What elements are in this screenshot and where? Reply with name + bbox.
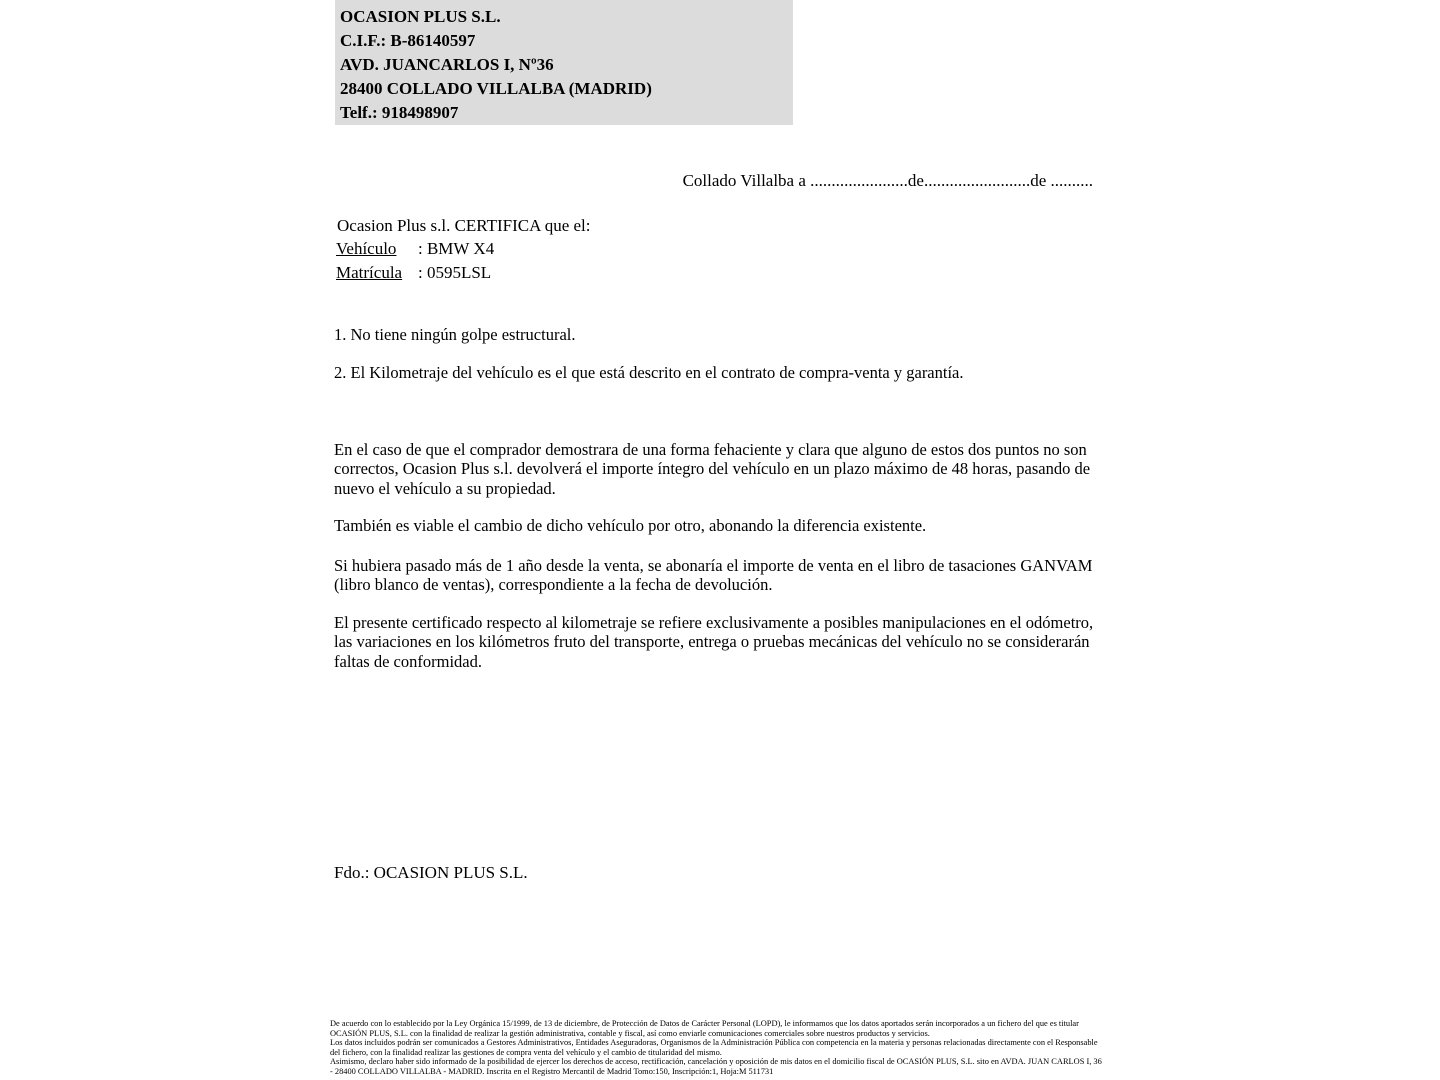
- date-line: Collado Villalba a .......................de.........................de ..........: [682, 171, 1093, 190]
- plate-value: : 0595LSL: [418, 263, 492, 282]
- plate-line: [336, 263, 491, 283]
- company-cif: C.I.F.: B-86140597: [340, 31, 476, 50]
- vehicle-line: [336, 239, 494, 259]
- paragraph-refund-clause: En el caso de que el comprador demostrara de una forma fehaciente y clara que alguno de estos dos puntos no son correctos, Ocasion Plus s.l. devolverá el importe íntegro del vehículo en un plazo máximo de 48 horas, pasando de nuevo el vehículo a su propiedad.: [334, 440, 1091, 498]
- legal-paragraph-rights: Asimismo, declaro haber sido informado de la posibilidad de ejercer los derechos de acceso, rectificación, cancelación y oposición de mis datos en el domicilio fiscal de OCASIÓN PLUS, S.L. sito en AVDA. JUAN CARLOS I, 36 - 28400 COLLADO VILLALBA - MADRID. Inscrita en el Registro Mercantil de Madrid Tomo:150, Inscripción:1, Hoja:M 511731: [330, 1057, 1102, 1076]
- paragraph-exchange-clause: También es viable el cambio de dicho vehículo por otro, abonando la diferencia existente.: [334, 516, 927, 535]
- company-name: OCASION PLUS S.L.: [340, 7, 501, 26]
- certify-intro: Ocasion Plus s.l. CERTIFICA que el:: [337, 216, 591, 235]
- company-address: AVD. JUANCARLOS I, Nº36: [340, 55, 554, 74]
- certificate-point-2: 2. El Kilometraje del vehículo es el que está descrito en el contrato de compra-venta y garantía.: [334, 363, 964, 382]
- certificate-point-1: 1. No tiene ningún golpe estructural.: [334, 325, 576, 344]
- vehicle-label: Vehículo: [336, 239, 397, 258]
- company-header-block: [335, 0, 793, 125]
- legal-small-print: [330, 1019, 1102, 1077]
- company-city: 28400 COLLADO VILLALBA (MADRID): [340, 79, 652, 98]
- plate-label-wrap: [336, 263, 418, 283]
- company-phone: Telf.: 918498907: [340, 103, 459, 122]
- plate-label: Matrícula: [336, 263, 403, 282]
- legal-paragraph-data-sharing: Los datos incluidos podrán ser comunicados a Gestores Administrativos, Entidades Aseguradoras, Organismos de la Administración Pública con competencia en la materia y personas relacionadas directamente con el Responsable del fichero, con la finalidad realizar las gestiones de compra venta del vehículo y el cambio de titularidad del mismo.: [330, 1038, 1098, 1057]
- paragraph-ganvam-clause: Si hubiera pasado más de 1 año desde la venta, se abonaría el importe de venta en el libro de tasaciones GANVAM (libro blanco de ventas), correspondiente a la fecha de devolución.: [334, 556, 1093, 595]
- vehicle-label-wrap: [336, 239, 418, 259]
- paragraph-odometer-clause: El presente certificado respecto al kilometraje se refiere exclusivamente a posibles manipulaciones en el odómetro, las variaciones en los kilómetros fruto del transporte, entrega o pruebas mecánicas del vehículo no se considerarán faltas de conformidad.: [334, 613, 1094, 671]
- legal-paragraph-lopd: De acuerdo con lo establecido por la Ley Orgánica 15/1999, de 13 de diciembre, de Protección de Datos de Carácter Personal (LOPD), le informamos que los datos aportados serán incorporados a un fichero del que es titular OCASIÓN PLUS, S.L. con la finalidad de realizar la gestión administrativa, contable y fiscal, así como enviarle comunicaciones comerciales sobre nuestros productos y servicios.: [330, 1019, 1079, 1038]
- signature-line: Fdo.: OCASION PLUS S.L.: [334, 863, 528, 882]
- vehicle-value: : BMW X4: [418, 239, 495, 258]
